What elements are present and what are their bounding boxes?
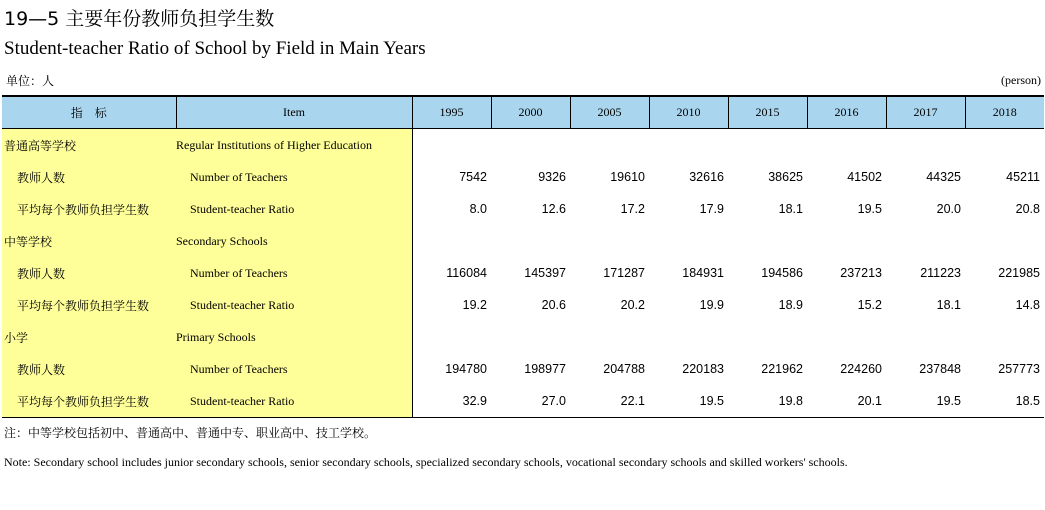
header-year: 2005 xyxy=(570,96,649,129)
section-row xyxy=(2,225,1044,257)
value-cell: 17.9 xyxy=(699,202,724,216)
section-row xyxy=(2,321,1044,353)
value-cell: 145397 xyxy=(524,266,566,280)
empty-cell xyxy=(965,321,1044,353)
value-cell: 257773 xyxy=(998,362,1040,376)
header-year: 2010 xyxy=(649,96,728,129)
row-label-english: Number of Teachers xyxy=(176,257,412,289)
value-cell: 19.5 xyxy=(649,385,728,418)
value-cell: 18.9 xyxy=(778,298,803,312)
section-name-chinese: 中等学校 xyxy=(2,225,176,257)
table-row xyxy=(2,257,1044,289)
empty-cell xyxy=(412,321,491,353)
row-label-english: Student-teacher Ratio xyxy=(176,289,412,321)
empty-cell xyxy=(807,225,886,257)
empty-cell xyxy=(491,225,570,257)
header-year: 2017 xyxy=(886,96,965,129)
value-cell: 45211 xyxy=(1006,170,1040,184)
empty-cell xyxy=(649,321,728,353)
value-cell: 32.9 xyxy=(412,385,491,418)
empty-cell xyxy=(886,321,965,353)
value-cell: 20.0 xyxy=(936,202,961,216)
value-cell: 19.5 xyxy=(857,202,882,216)
empty-cell xyxy=(965,129,1044,162)
unit-label-english: (person) xyxy=(1001,73,1041,87)
value-cell: 211223 xyxy=(920,266,961,280)
value-cell: 15.2 xyxy=(857,298,882,312)
row-label-chinese: 教师人数 xyxy=(2,257,176,289)
value-cell: 116084 xyxy=(446,266,487,280)
table-row xyxy=(2,353,1044,385)
empty-cell xyxy=(491,321,570,353)
row-label-english: Number of Teachers xyxy=(176,353,412,385)
empty-cell xyxy=(570,321,649,353)
table-row xyxy=(2,193,1044,225)
header-year: 2016 xyxy=(807,96,886,129)
value-cell: 198977 xyxy=(524,362,566,376)
value-cell: 19.2 xyxy=(462,298,487,312)
value-cell: 19.5 xyxy=(886,385,965,418)
value-cell: 20.6 xyxy=(541,298,566,312)
table-row xyxy=(2,161,1044,193)
value-cell: 9326 xyxy=(538,170,566,184)
value-cell: 224260 xyxy=(840,362,882,376)
value-cell: 20.2 xyxy=(620,298,645,312)
unit-label-chinese: 单位：人 xyxy=(6,74,55,88)
value-cell: 20.8 xyxy=(1015,202,1040,216)
empty-cell xyxy=(728,225,807,257)
section-row xyxy=(2,129,1044,162)
section-name-chinese: 普通高等学校 xyxy=(2,129,176,162)
row-label-english: Student-teacher Ratio xyxy=(176,193,412,225)
value-cell: 7542 xyxy=(459,170,487,184)
row-label-chinese: 教师人数 xyxy=(2,161,176,193)
value-cell: 32616 xyxy=(689,170,724,184)
value-cell: 18.5 xyxy=(965,385,1044,418)
table-title-chinese: 19—5 主要年份教师负担学生数 xyxy=(4,8,275,30)
row-label-chinese: 平均每个教师负担学生数 xyxy=(2,289,176,321)
header-year: 2000 xyxy=(491,96,570,129)
row-label-english: Student-teacher Ratio xyxy=(176,385,412,418)
empty-cell xyxy=(728,321,807,353)
empty-cell xyxy=(728,129,807,162)
value-cell: 221985 xyxy=(998,266,1040,280)
table-title-english: Student-teacher Ratio of School by Field in Main Years xyxy=(4,38,426,59)
empty-cell xyxy=(412,129,491,162)
value-cell: 220183 xyxy=(682,362,724,376)
empty-cell xyxy=(491,129,570,162)
value-cell: 14.8 xyxy=(1015,298,1040,312)
row-label-chinese: 平均每个教师负担学生数 xyxy=(2,385,176,418)
value-cell: 27.0 xyxy=(491,385,570,418)
row-label-english: Number of Teachers xyxy=(176,161,412,193)
section-name-english: Secondary Schools xyxy=(176,225,412,257)
value-cell: 184931 xyxy=(682,266,724,280)
value-cell: 204788 xyxy=(603,362,645,376)
header-item: Item xyxy=(176,96,412,129)
value-cell: 17.2 xyxy=(620,202,645,216)
value-cell: 18.1 xyxy=(936,298,961,312)
value-cell: 8.0 xyxy=(469,202,487,216)
table-row xyxy=(2,289,1044,321)
empty-cell xyxy=(965,225,1044,257)
empty-cell xyxy=(412,225,491,257)
value-cell: 41502 xyxy=(847,170,882,184)
value-cell: 19.9 xyxy=(699,298,724,312)
value-cell: 19.8 xyxy=(728,385,807,418)
header-indicator: 指 标 xyxy=(2,96,176,129)
value-cell: 237213 xyxy=(840,266,882,280)
value-cell: 194586 xyxy=(761,266,803,280)
value-cell: 12.6 xyxy=(541,202,566,216)
empty-cell xyxy=(807,129,886,162)
value-cell: 20.1 xyxy=(807,385,886,418)
empty-cell xyxy=(570,225,649,257)
section-name-english: Regular Institutions of Higher Education xyxy=(176,129,412,162)
value-cell: 44325 xyxy=(926,170,961,184)
section-name-chinese: 小学 xyxy=(2,321,176,353)
value-cell: 171287 xyxy=(603,266,645,280)
table-body xyxy=(2,129,1044,418)
empty-cell xyxy=(807,321,886,353)
table-row xyxy=(2,385,1044,418)
value-cell: 221962 xyxy=(761,362,803,376)
value-cell: 19610 xyxy=(610,170,645,184)
footnote-english: Note: Secondary school includes junior secondary schools, senior secondary schools, specialized secondary schools, vocational secondary schools and skilled workers' schools. xyxy=(4,455,848,469)
value-cell: 22.1 xyxy=(570,385,649,418)
empty-cell xyxy=(886,225,965,257)
statistics-table xyxy=(2,95,1044,418)
empty-cell xyxy=(570,129,649,162)
row-label-chinese: 教师人数 xyxy=(2,353,176,385)
value-cell: 18.1 xyxy=(778,202,803,216)
section-name-english: Primary Schools xyxy=(176,321,412,353)
value-cell: 237848 xyxy=(919,362,961,376)
header-row xyxy=(2,96,1044,129)
header-year: 1995 xyxy=(412,96,491,129)
empty-cell xyxy=(886,129,965,162)
empty-cell xyxy=(649,129,728,162)
value-cell: 194780 xyxy=(445,362,487,376)
header-year: 2018 xyxy=(965,96,1044,129)
value-cell: 38625 xyxy=(768,170,803,184)
empty-cell xyxy=(649,225,728,257)
footnote-chinese: 注：中等学校包括初中、普通高中、普通中专、职业高中、技工学校。 xyxy=(4,426,377,440)
header-year: 2015 xyxy=(728,96,807,129)
row-label-chinese: 平均每个教师负担学生数 xyxy=(2,193,176,225)
